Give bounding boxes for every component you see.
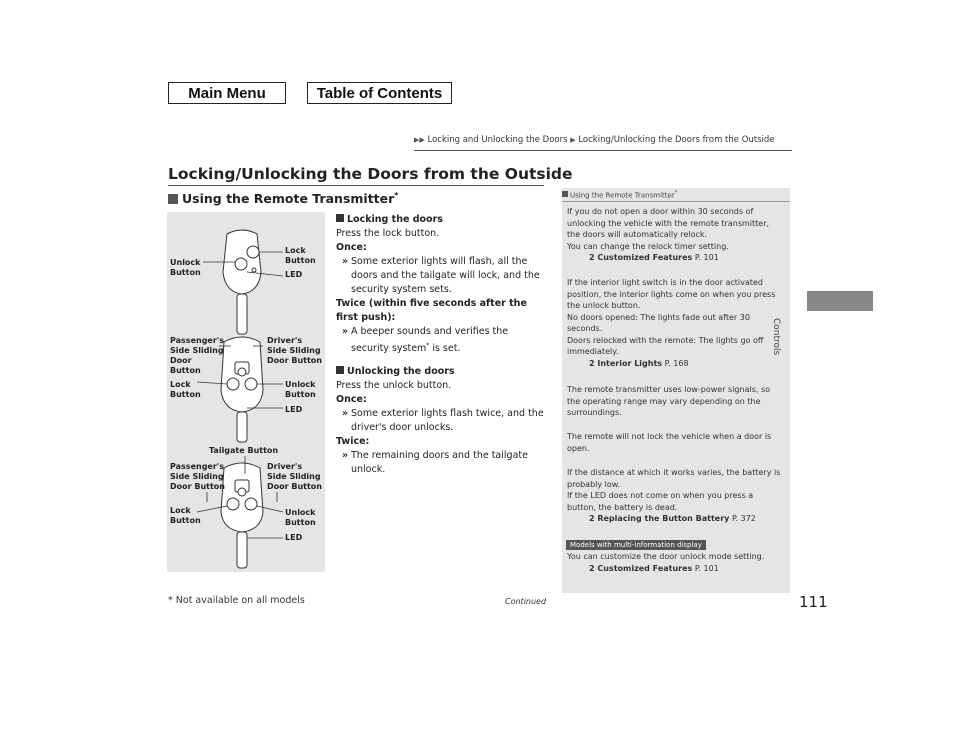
breadcrumb <box>414 135 775 145</box>
breadcrumb-arrow-icon: ▶ <box>570 136 576 144</box>
reference-link-customized-features[interactable]: 2 Customized Features <box>589 253 693 262</box>
reference-arrow-icon: 2 <box>589 253 598 262</box>
label-lock-button: Lock Button <box>170 506 201 525</box>
main-menu-button[interactable]: Main Menu <box>168 82 286 104</box>
label-led: LED <box>285 405 303 414</box>
locking-once-label: Once: <box>336 242 367 253</box>
breadcrumb-link-outside[interactable]: Locking/Unlocking the Doors from the Outside <box>578 135 775 145</box>
label-lock-button: Lock Button <box>170 380 201 399</box>
unlocking-heading: Unlocking the doors <box>336 365 548 379</box>
locking-section <box>336 213 548 356</box>
locking-intro: Press the lock button. <box>336 228 440 239</box>
label-unlock-button: Unlock Button <box>285 508 316 527</box>
label-driver-side-button: Driver's Side Sliding Door Button <box>267 462 322 491</box>
table-of-contents-button[interactable]: Table of Contents <box>307 82 452 104</box>
arrow-icon: » <box>342 326 349 337</box>
note-marker-icon <box>562 191 568 197</box>
label-led: LED <box>285 270 303 279</box>
breadcrumb-link-locking[interactable]: Locking and Unlocking the Doors <box>427 135 568 145</box>
chapter-tab-label: Controls <box>771 318 781 356</box>
label-led: LED <box>285 533 303 542</box>
title-rule <box>168 185 544 186</box>
label-passenger-side-button: Passenger's Side Sliding Door Button <box>170 462 225 491</box>
unlocking-section <box>336 365 548 477</box>
header-rule <box>414 150 792 151</box>
footnote: * Not available on all models <box>168 595 305 606</box>
sidebar-note-interior-lights: If the interior light switch is in the door activated position, the interior lights come on when you press the unlock button. No doors opened: The lights fade out after 30 seconds. Doors relocked with the remote: The lights go off immediately. 2 Interior Lights P. 168 <box>567 278 776 368</box>
continued-label: Continued <box>505 597 547 606</box>
locking-twice-label: Twice (within five seconds after the first push): <box>336 298 527 323</box>
label-unlock-button: Unlock Button <box>170 258 201 277</box>
section-heading <box>168 191 398 206</box>
label-tailgate-button: Tailgate Button <box>209 446 279 455</box>
reference-link-customized-features[interactable]: 2 Customized Features <box>589 563 693 573</box>
remote-transmitter-figure <box>167 212 325 572</box>
sidebar-note-relock: If you do not open a door within 30 seconds of unlocking the vehicle with the remote transmitter, the doors will automatically relock. You can change the relock timer setting. 2 Customized Features P. 101 <box>567 207 770 262</box>
unlocking-twice-label: Twice: <box>336 436 370 447</box>
sidebar-note-unlock-mode: You can customize the door unlock mode setting. 2 Customized Features P. 101 <box>567 552 765 573</box>
reference-link-replacing-battery[interactable]: 2 Replacing the Button Battery <box>589 514 730 523</box>
sidebar-heading-rule <box>562 201 790 202</box>
label-driver-side-button: Driver's Side Sliding Door Button <box>267 336 322 365</box>
unlocking-intro: Press the unlock button. <box>336 380 452 391</box>
locking-once-text: » Some exterior lights will flash, all the doors and the tailgate will lock, and the security system sets. <box>342 256 540 295</box>
section-heading-text: Using the Remote Transmitter <box>182 191 395 207</box>
label-unlock-button: Unlock Button <box>285 380 316 399</box>
reference-arrow-icon: 2 <box>589 358 598 368</box>
model-badge: Models with multi-information display <box>566 540 706 550</box>
locking-twice-text: » A beeper sounds and verifies the security system* is set. <box>342 326 509 355</box>
arrow-icon: » <box>342 256 349 267</box>
sidebar-heading: Using the Remote Transmitter* <box>562 190 677 199</box>
arrow-icon: » <box>342 408 349 419</box>
label-passenger-side-button: Passenger's Side Sliding Door Button <box>170 336 224 375</box>
breadcrumb-arrow-icon: ▶▶ <box>414 136 425 144</box>
square-bullet-icon <box>336 214 344 222</box>
sidebar-note-range: The remote transmitter uses low-power signals, so the operating range may vary depending on the surroundings. <box>567 385 771 417</box>
locking-heading: Locking the doors <box>336 213 548 227</box>
page-title: Locking/Unlocking the Doors from the Outside <box>168 165 573 183</box>
key-fob-icon <box>221 463 263 532</box>
square-bullet-icon <box>336 366 344 374</box>
asterisk: * <box>394 191 399 200</box>
unlocking-twice-text: » The remaining doors and the tailgate unlock. <box>342 450 528 475</box>
label-lock-button: Lock Button <box>285 246 316 265</box>
sidebar-note-battery: If the distance at which it works varies, the battery is probably low. If the LED does not come on when you press a button, the battery is dead. 2 Replacing the Button Battery P. 372 <box>567 468 781 523</box>
sidebar-note-door-open: The remote will not lock the vehicle when a door is open. <box>567 432 772 453</box>
reference-arrow-icon: 2 <box>589 514 598 523</box>
page-number: 111 <box>799 593 828 611</box>
arrow-icon: » <box>342 450 349 461</box>
unlocking-once-text: » Some exterior lights flash twice, and the driver's door unlocks. <box>342 408 544 433</box>
unlocking-once-label: Once: <box>336 394 367 405</box>
reference-arrow-icon: 2 <box>589 563 598 573</box>
square-bullet-icon <box>168 194 178 204</box>
chapter-tab[interactable] <box>807 291 873 311</box>
reference-link-interior-lights[interactable]: 2 Interior Lights <box>589 358 663 368</box>
